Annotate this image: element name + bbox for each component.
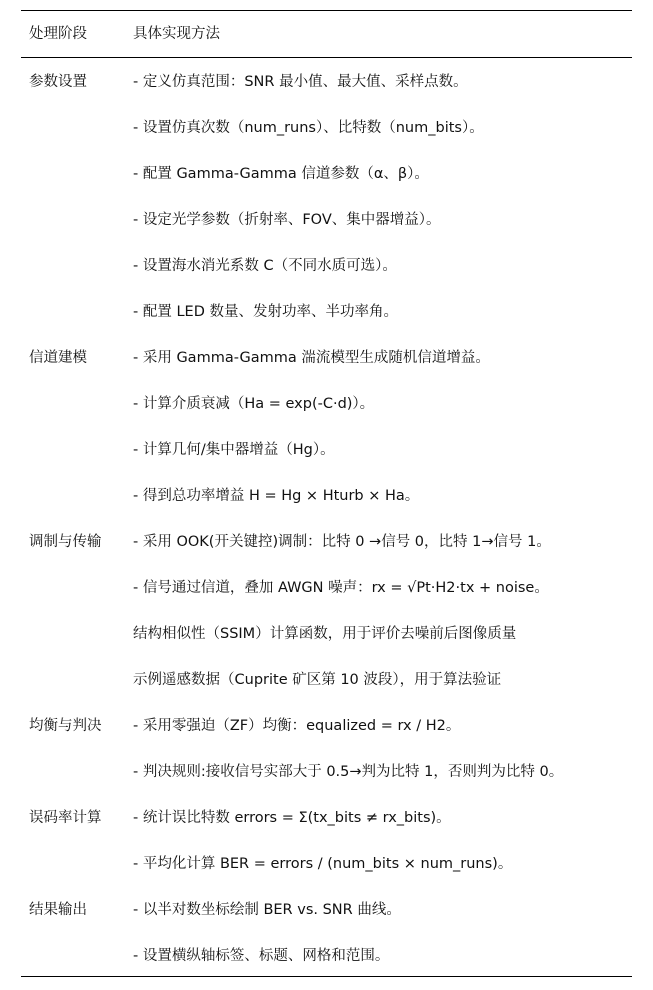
table-row (0, 841, 653, 887)
row-method: - 设置海水消光系数 C（不同水质可选）。 (133, 258, 397, 274)
header-method: 具体实现方法 (133, 26, 220, 42)
row-method: - 得到总功率增益 H = Hg × Hturb × Ha。 (133, 488, 420, 504)
row-method: - 采用 Gamma-Gamma 湍流模型生成随机信道增益。 (133, 350, 490, 366)
table-row (0, 473, 653, 519)
row-method: - 设置横纵轴标签、标题、网格和范围。 (133, 948, 390, 964)
row-stage: 误码率计算 (29, 810, 102, 826)
table-row (0, 151, 653, 197)
table-row (0, 887, 653, 933)
row-method: - 以半对数坐标绘制 BER vs. SNR 曲线。 (133, 902, 401, 918)
table-row (0, 657, 653, 703)
row-method: - 定义仿真范围：SNR 最小值、最大值、采样点数。 (133, 74, 468, 90)
table-bottom-rule (21, 976, 632, 977)
table-row (0, 933, 653, 979)
row-stage: 均衡与判决 (29, 718, 102, 734)
row-method: 结构相似性（SSIM）计算函数，用于评价去噪前后图像质量 (133, 626, 517, 642)
table-row (0, 289, 653, 335)
table-row (0, 611, 653, 657)
row-stage: 调制与传输 (29, 534, 102, 550)
row-method: - 设定光学参数（折射率、FOV、集中器增益）。 (133, 212, 441, 228)
table-header-rule (21, 57, 632, 58)
table-row (0, 243, 653, 289)
table-row (0, 105, 653, 151)
row-method: - 计算几何/集中器增益（Hg）。 (133, 442, 335, 458)
row-method: - 配置 LED 数量、发射功率、半功率角。 (133, 304, 398, 320)
row-method: - 设置仿真次数（num_runs）、比特数（num_bits）。 (133, 120, 484, 136)
table-header (0, 11, 653, 57)
row-method: 示例遥感数据（Cuprite 矿区第 10 波段），用于算法验证 (133, 672, 502, 688)
table-row (0, 335, 653, 381)
row-stage: 信道建模 (29, 350, 87, 366)
row-method: - 采用 OOK(开关键控)调制：比特 0 →信号 0，比特 1→信号 1。 (133, 534, 551, 550)
header-stage: 处理阶段 (29, 26, 87, 42)
table-row (0, 381, 653, 427)
row-method: - 配置 Gamma-Gamma 信道参数（α、β）。 (133, 166, 429, 182)
row-method: - 计算介质衰减（Ha = exp(-C·d)）。 (133, 396, 375, 412)
row-method: - 采用零强迫（ZF）均衡：equalized = rx / H2。 (133, 718, 461, 734)
row-stage: 参数设置 (29, 74, 87, 90)
table-row (0, 427, 653, 473)
table-row (0, 749, 653, 795)
row-stage: 结果输出 (29, 902, 87, 918)
row-method: - 统计误比特数 errors = Σ(tx_bits ≠ rx_bits)。 (133, 810, 451, 826)
table-row (0, 795, 653, 841)
table-row (0, 565, 653, 611)
table-row (0, 59, 653, 105)
table-row (0, 703, 653, 749)
row-method: - 信号通过信道，叠加 AWGN 噪声：rx = √Pt·H2·tx + noise。 (133, 580, 549, 596)
table-row (0, 197, 653, 243)
row-method: - 判决规则:接收信号实部大于 0.5→判为比特 1，否则判为比特 0。 (133, 764, 564, 780)
table-row (0, 519, 653, 565)
row-method: - 平均化计算 BER = errors / (num_bits × num_runs)。 (133, 856, 513, 872)
